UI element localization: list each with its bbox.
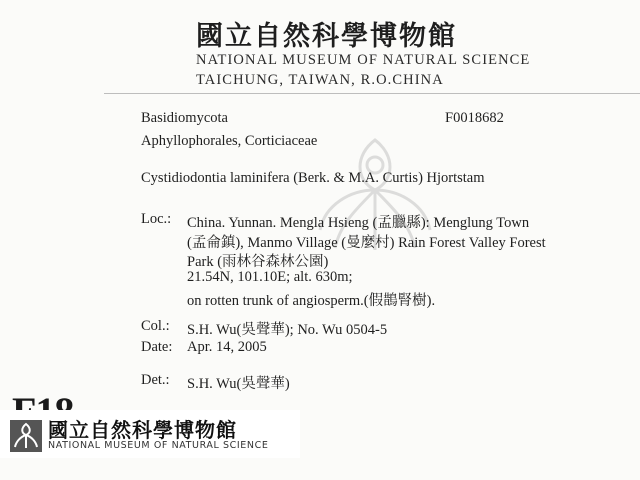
- locality-line-3: Park (雨林谷森林公園): [187, 254, 329, 270]
- catalog-number: F0018682: [445, 110, 504, 126]
- museum-logo-icon: [10, 420, 42, 452]
- locality-line-4: 21.54N, 101.10E; alt. 630m;: [187, 269, 353, 285]
- species-name: Cystidiodontia laminifera (Berk. & M.A. Curtis) Hjortstam: [141, 170, 485, 186]
- date-label: Date:: [141, 339, 173, 355]
- footer-institution-cjk: 國立自然科學博物館: [48, 418, 237, 442]
- determiner-label: Det.:: [141, 372, 170, 388]
- locality-line-5: on rotten trunk of angiosperm.(假鵲腎樹).: [187, 293, 436, 309]
- locality-line-2: (孟侖鎮), Manmo Village (曼麼村) Rain Forest Valley Forest: [187, 235, 546, 251]
- institution-title-cjk: 國立自然科學博物館: [196, 21, 457, 52]
- footer-institution-en: NATIONAL MUSEUM OF NATURAL SCIENCE: [48, 440, 269, 451]
- determiner-text: S.H. Wu(吳聲華): [187, 376, 290, 392]
- locality-line-1: China. Yunnan. Mengla Hsieng (孟臘縣): Menglung Town: [187, 215, 530, 231]
- collector-text: S.H. Wu(吳聲華); No. Wu 0504-5: [187, 322, 388, 338]
- institution-title-en: NATIONAL MUSEUM OF NATURAL SCIENCE: [196, 52, 531, 68]
- collector-label: Col.:: [141, 318, 170, 334]
- locality-label: Loc.:: [141, 211, 172, 227]
- institution-location: TAICHUNG, TAIWAN, R.O.CHINA: [196, 72, 444, 88]
- order-family-text: Aphyllophorales, Corticiaceae: [141, 133, 318, 149]
- header-divider: [104, 93, 640, 94]
- phylum-text: Basidiomycota: [141, 110, 228, 126]
- date-text: Apr. 14, 2005: [187, 339, 267, 355]
